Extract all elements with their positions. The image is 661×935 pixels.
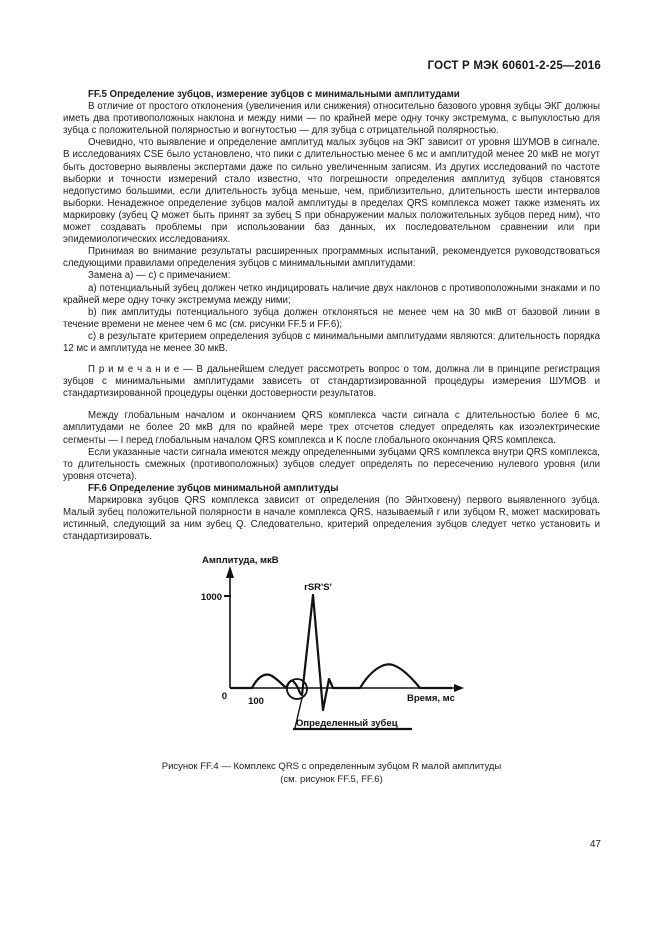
x-tick-label: 100 bbox=[248, 696, 264, 708]
paragraph: В отличие от простого отклонения (увеличения или снижения) относительно базового уровня зубцы ЭКГ должны иметь два противоположных наклона и между ними — по крайней мере одну точку экстремума, с выпуклостью для зубца с положительной полярностью и вогнутостью — для зубца с отрицательной полярностью. bbox=[63, 101, 600, 137]
qrs-complex-plot bbox=[180, 548, 482, 740]
section-heading-ff6: FF.6 Определение зубцов минимальной амплитуды bbox=[88, 482, 339, 494]
y-axis-title: Амплитуда, мкВ bbox=[202, 555, 279, 567]
x-axis-arrow-icon bbox=[454, 684, 464, 692]
page-number: 47 bbox=[589, 839, 601, 850]
list-item-c: c) в результате критерием определения зубцов с минимальными амплитудами являются: длительность порядка 12 мс и амплитуда не менее 30 мкВ. bbox=[63, 330, 600, 354]
document-body bbox=[63, 89, 600, 786]
annotation-label: Определенный зубец bbox=[296, 718, 398, 730]
y-axis-arrow-icon bbox=[226, 566, 234, 578]
figure-caption-line1: Рисунок FF.4 — Комплекс QRS с определенным зубцом R малой амплитуды bbox=[161, 761, 502, 773]
paragraph: Принимая во внимание результаты расширенных программных испытаний, рекомендуется руководствоваться следующими правилами определения зубцов с минимальными амплитудами: bbox=[63, 246, 600, 270]
detected-wave-circle bbox=[287, 679, 307, 699]
section-heading-ff5: FF.5 Определение зубцов, измерение зубцов с минимальными амплитудами bbox=[88, 89, 460, 100]
figure-ff4 bbox=[180, 548, 482, 745]
paragraph: Маркировка зубцов QRS комплекса зависит от определения (по Эйнтховену) первого выявленного зубца. Малый зубец положительной полярности в начале комплекса QRS, называемый r или зубцом R, может маскировать истинный, следующий за ним зубец Q. Следовательно, критерий определения зубцов следует четко установить и стандартизировать. bbox=[63, 495, 600, 543]
note-paragraph: П р и м е ч а н и е — В дальнейшем следует рассмотреть вопрос о том, должна ли в принципе регистрация зубцов с минимальными амплитудами зависеть от стандартизированной процедуры измерения ШУМОВ и стандартизированной процедуры оценки достоверности результатов. bbox=[63, 364, 600, 400]
paragraph: Если указанные части сигнала имеются между определенными зубцами QRS комплекса внутри QRS комплекса, то длительность смежных (противоположных) зубцов следует определять по пересечению нулевого уровня (или уровня отсчета). bbox=[63, 446, 600, 482]
figure-caption-line2: (см. рисунок FF.5, FF.6) bbox=[280, 773, 383, 785]
y-tick-label: 1000 bbox=[200, 592, 222, 604]
paragraph: Очевидно, что выявление и определение амплитуд малых зубцов на ЭКГ зависит от уровня ШУМОВ в сигнале. В исследованиях CSE было установлено, что пики с длительностью менее 6 мс и амплитудой менее 20 мкВ не могут быть достоверно выявлены экспертами даже по сильно увеличенным записям. Из других исследований по частоте выборки и точности измерений стало известно, что погрешности определения амплитуд зубцов становятся недопустимо большими, если длительность зубца меньше, чем, приблизительно, длительность шести интервалов выборки. Ненадежное определение зубцов малой амплитуды в пределах QRS комплекса может также изменять их маркировку (зубец Q может быть принят за зубец S при обнаружении малых положительных зубцов перед ним), что может создавать проблемы при использовании баз данных, их последовательном сравнении или при эпидемиологических исследованиях. bbox=[63, 137, 600, 246]
list-item-a: a) потенциальный зубец должен четко индицировать наличие двух наклонов с противоположными знаками и по крайней мере одну точку экстремума между ними; bbox=[63, 282, 600, 306]
list-item-b: b) пик амплитуды потенциального зубца должен отклоняться не менее чем на 30 мкВ от базовой линии в течение времени не менее чем 6 мс (см. рисунки FF.5 и FF.6); bbox=[63, 306, 600, 330]
origin-label: 0 bbox=[221, 691, 227, 703]
paragraph: Между глобальным началом и окончанием QRS комплекса части сигнала с длительностью более 6 мс, амплитудами не более 20 мкВ для по крайней мере трех отсчетов следует определять как изоэлектрические сегменты — I перед глобальным началом QRS комплекса и K после глобального окончания QRS комплекса. bbox=[63, 410, 600, 446]
qrs-peak-label: rSR'S' bbox=[304, 582, 332, 594]
x-axis-title: Время, мс bbox=[407, 693, 455, 705]
standard-code-header: ГОСТ Р МЭК 60601-2-25—2016 bbox=[427, 60, 601, 72]
paragraph: Замена a) — c) с примечанием: bbox=[88, 270, 231, 282]
